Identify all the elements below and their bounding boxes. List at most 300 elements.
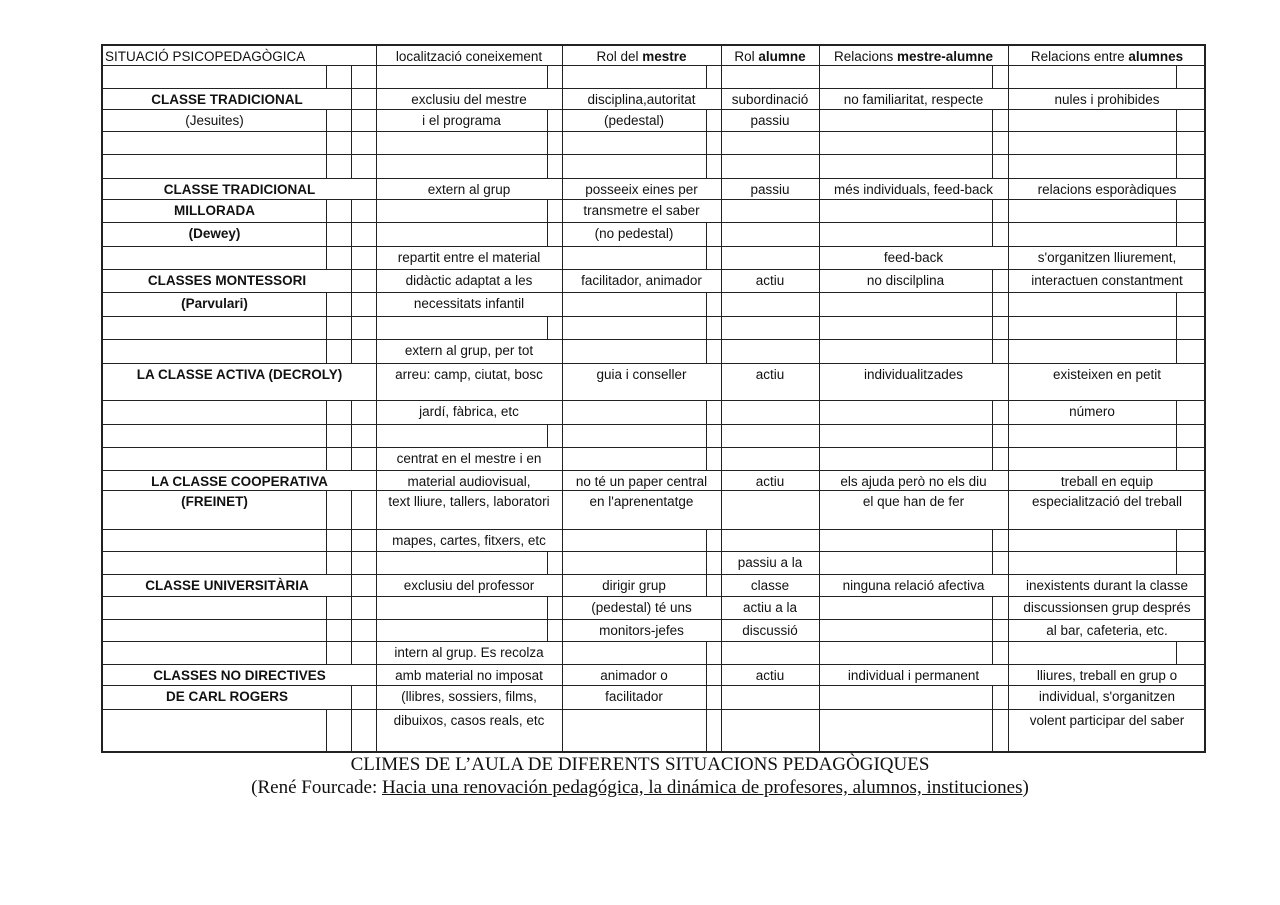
- cell-relacions-alumnes: volent participar del saber: [1029, 713, 1185, 728]
- subcolumn-divider: [1176, 448, 1177, 470]
- column-divider: [376, 642, 377, 664]
- cell-relacions-alumnes: [1008, 340, 1176, 363]
- cell-situacio: CLASSE TRADICIONAL: [163, 182, 316, 197]
- table-row: [103, 574, 1204, 596]
- column-divider: [376, 448, 377, 470]
- cell-situacio: [103, 401, 326, 424]
- cell-situacio: [103, 530, 326, 551]
- table-row: [103, 109, 1204, 131]
- column-divider: [562, 179, 563, 199]
- column-divider: [1008, 293, 1009, 316]
- subcolumn-divider: [706, 340, 707, 363]
- subcolumn-divider: [547, 155, 548, 178]
- caption-title: CLIMES DE L’AULA DE DIFERENTS SITUACIONS PEDAGÒGIQUES: [350, 754, 930, 775]
- cell-situacio: MILLORADA: [174, 203, 255, 218]
- column-divider: [819, 200, 820, 222]
- column-divider: [1008, 530, 1009, 551]
- cell-rol-alumne: [721, 448, 819, 470]
- table-row: [103, 400, 1204, 424]
- column-divider: [721, 642, 722, 664]
- table-row: [103, 339, 1204, 363]
- cell-relacions-alumnes: [1008, 155, 1176, 178]
- column-divider: [376, 425, 377, 447]
- subcolumn-divider: [1176, 155, 1177, 178]
- cell-relacions-mestre-alumne: [819, 66, 992, 88]
- cell-relacions-alumnes: [1008, 110, 1176, 131]
- subcolumn-divider: [706, 110, 707, 131]
- cell-localitzacio: (llibres, sossiers, films,: [401, 689, 537, 704]
- subcolumn-divider: [1176, 401, 1177, 424]
- table-row: [103, 685, 1204, 709]
- cell-situacio: [103, 642, 326, 664]
- header-rol-mestre: [562, 46, 721, 67]
- subcolumn-divider: [547, 552, 548, 574]
- column-divider: [819, 597, 820, 619]
- column-divider: [1008, 317, 1009, 339]
- cell-situacio: DE CARL ROGERS: [165, 689, 288, 704]
- column-divider: [376, 247, 377, 269]
- table-row: [103, 664, 1204, 685]
- cell-rol-mestre: [562, 155, 706, 178]
- cell-rol-mestre: facilitador, animador: [581, 273, 702, 288]
- column-divider: [376, 223, 377, 246]
- subcolumn-divider: [706, 132, 707, 154]
- cell-rol-mestre: [562, 401, 706, 424]
- cell-relacions-mestre-alumne: els ajuda però no els diu: [840, 474, 987, 489]
- column-divider: [562, 247, 563, 269]
- column-divider: [376, 89, 377, 109]
- table-row: [103, 529, 1204, 551]
- cell-rol-alumne: actiu a la: [742, 600, 798, 615]
- cell-rol-mestre: [562, 425, 706, 447]
- subcolumn-divider: [326, 317, 327, 339]
- column-divider: [819, 89, 820, 109]
- subcolumn-divider: [326, 223, 327, 246]
- column-divider: [1008, 89, 1009, 109]
- cell-rol-mestre: [562, 247, 706, 269]
- column-divider: [819, 179, 820, 199]
- subcolumn-divider: [351, 552, 352, 574]
- column-divider: [819, 425, 820, 447]
- column-divider: [1008, 200, 1009, 222]
- column-divider: [721, 364, 722, 400]
- subcolumn-divider: [351, 642, 352, 664]
- cell-rol-mestre: (pedestal): [603, 113, 665, 128]
- cell-relacions-mestre-alumne: feed-back: [883, 250, 944, 265]
- cell-situacio: [103, 155, 326, 178]
- cell-relacions-mestre-alumne: [819, 223, 992, 246]
- cell-rol-mestre: [562, 552, 706, 574]
- column-divider: [376, 179, 377, 199]
- cell-localitzacio: extern al grup: [427, 182, 511, 197]
- cell-rol-mestre: posseeix eines per: [585, 182, 698, 197]
- subcolumn-divider: [1176, 66, 1177, 88]
- subcolumn-divider: [326, 491, 327, 529]
- cell-rol-mestre: [562, 66, 706, 88]
- cell-relacions-alumnes: s'organitzen lliurement,: [1037, 250, 1177, 265]
- cell-rol-mestre: en l'aprenentatge: [589, 494, 694, 509]
- cell-situacio: [103, 425, 326, 447]
- subcolumn-divider: [351, 425, 352, 447]
- subcolumn-divider: [351, 270, 352, 292]
- column-divider: [1008, 179, 1009, 199]
- table-row: [103, 470, 1204, 490]
- cell-rol-mestre: no té un paper central: [575, 474, 708, 489]
- column-divider: [376, 575, 377, 596]
- column-divider: [1008, 491, 1009, 529]
- subcolumn-divider: [992, 340, 993, 363]
- subcolumn-divider: [351, 620, 352, 641]
- table-row: [103, 222, 1204, 246]
- cell-localitzacio: centrat en el mestre i en: [396, 451, 542, 466]
- column-divider: [721, 179, 722, 199]
- subcolumn-divider: [547, 110, 548, 131]
- cell-situacio: CLASSE TRADICIONAL: [151, 92, 303, 107]
- table-row: [103, 246, 1204, 269]
- cell-situacio: [103, 597, 326, 619]
- column-divider: [819, 575, 820, 596]
- cell-situacio: [103, 448, 326, 470]
- subcolumn-divider: [706, 317, 707, 339]
- subcolumn-divider: [1176, 552, 1177, 574]
- subcolumn-divider: [1176, 642, 1177, 664]
- subcolumn-divider: [326, 66, 327, 88]
- cell-relacions-alumnes: al bar, cafeteria, etc.: [1046, 623, 1168, 638]
- cell-rol-mestre: [562, 642, 706, 664]
- column-divider: [562, 448, 563, 470]
- cell-relacions-alumnes: nules i prohibides: [1054, 92, 1160, 107]
- header-rol-alumne: [721, 46, 819, 67]
- cell-situacio: (Dewey): [188, 226, 241, 241]
- subcolumn-divider: [706, 425, 707, 447]
- column-divider: [721, 270, 722, 292]
- table-row: [103, 490, 1204, 529]
- column-divider: [721, 665, 722, 685]
- subcolumn-divider: [326, 448, 327, 470]
- column-divider: [562, 89, 563, 109]
- cell-relacions-mestre-alumne: [819, 710, 992, 752]
- column-divider: [819, 448, 820, 470]
- cell-relacions-mestre-alumne: [819, 200, 992, 222]
- cell-localitzacio: didàctic adaptat a les: [405, 273, 533, 288]
- column-divider: [721, 401, 722, 424]
- column-divider: [376, 710, 377, 752]
- column-divider: [376, 665, 377, 685]
- subcolumn-divider: [1176, 530, 1177, 551]
- column-divider: [376, 132, 377, 154]
- cell-relacions-alumnes: [1008, 200, 1176, 222]
- column-divider: [721, 491, 722, 529]
- column-divider: [562, 293, 563, 316]
- subcolumn-divider: [351, 223, 352, 246]
- column-divider: [562, 155, 563, 178]
- subcolumn-divider: [351, 293, 352, 316]
- cell-localitzacio: [376, 66, 547, 88]
- cell-relacions-mestre-alumne: [819, 448, 992, 470]
- cell-situacio: CLASSES NO DIRECTIVES: [153, 668, 326, 683]
- subcolumn-divider: [351, 686, 352, 709]
- cell-rol-alumne: [721, 401, 819, 424]
- column-divider: [562, 401, 563, 424]
- column-divider: [1008, 66, 1009, 88]
- column-divider: [1008, 552, 1009, 574]
- cell-rol-alumne: actiu: [755, 273, 785, 288]
- subcolumn-divider: [992, 317, 993, 339]
- cell-rol-mestre: [562, 132, 706, 154]
- subcolumn-divider: [326, 132, 327, 154]
- cell-situacio: LA CLASSE COOPERATIVA: [151, 474, 328, 489]
- column-divider: [562, 110, 563, 131]
- cell-localitzacio: [376, 200, 547, 222]
- column-divider: [819, 620, 820, 641]
- subcolumn-divider: [547, 66, 548, 88]
- caption-prefix: (René Fourcade:: [251, 777, 382, 798]
- subcolumn-divider: [351, 575, 352, 596]
- cell-relacions-mestre-alumne: no discilplina: [866, 273, 945, 288]
- cell-rol-alumne: [721, 710, 819, 752]
- column-divider: [1008, 575, 1009, 596]
- column-divider: [721, 530, 722, 551]
- subcolumn-divider: [1176, 132, 1177, 154]
- column-divider: [562, 575, 563, 596]
- column-divider: [562, 491, 563, 529]
- cell-relacions-alumnes: [1008, 642, 1176, 664]
- table-row: [103, 424, 1204, 447]
- column-divider: [1008, 620, 1009, 641]
- cell-relacions-mestre-alumne: [819, 597, 992, 619]
- column-divider: [376, 491, 377, 529]
- column-divider: [721, 66, 722, 88]
- column-divider: [562, 317, 563, 339]
- column-divider: [819, 66, 820, 88]
- column-divider: [721, 597, 722, 619]
- cell-rol-alumne: [721, 530, 819, 551]
- subcolumn-divider: [351, 66, 352, 88]
- cell-relacions-mestre-alumne: [819, 293, 992, 316]
- subcolumn-divider: [992, 270, 993, 292]
- cell-localitzacio: repartit entre el material: [397, 250, 541, 265]
- column-divider: [721, 552, 722, 574]
- cell-rol-alumne: classe: [750, 578, 790, 593]
- subcolumn-divider: [1176, 110, 1177, 131]
- column-divider: [562, 642, 563, 664]
- column-divider: [819, 110, 820, 131]
- cell-relacions-alumnes: inexistents durant la classe: [1025, 578, 1189, 593]
- cell-relacions-alumnes: individual, s'organitzen: [1038, 689, 1176, 704]
- subcolumn-divider: [351, 200, 352, 222]
- column-divider: [1008, 686, 1009, 709]
- column-divider: [562, 552, 563, 574]
- cell-relacions-mestre-alumne: [819, 401, 992, 424]
- cell-relacions-mestre-alumne: més individuals, feed-back: [833, 182, 994, 197]
- cell-relacions-mestre-alumne: [819, 552, 992, 574]
- subcolumn-divider: [706, 155, 707, 178]
- column-divider: [562, 270, 563, 292]
- subcolumn-divider: [547, 132, 548, 154]
- subcolumn-divider: [1176, 425, 1177, 447]
- column-divider: [1008, 132, 1009, 154]
- subcolumn-divider: [992, 642, 993, 664]
- cell-relacions-alumnes: interactuen constantment: [1031, 273, 1183, 288]
- cell-situacio: (Jesuites): [185, 113, 244, 128]
- cell-situacio: [103, 66, 326, 88]
- column-divider: [819, 491, 820, 529]
- cell-situacio: [103, 710, 326, 752]
- column-divider: [819, 155, 820, 178]
- caption-book-title: Hacia una renovación pedagógica, la dinámica de profesores, alumnos, instituciones: [382, 777, 1023, 798]
- cell-rol-mestre: animador o: [600, 668, 668, 683]
- cell-rol-alumne: [721, 317, 819, 339]
- column-divider: [721, 293, 722, 316]
- subcolumn-divider: [992, 552, 993, 574]
- cell-rol-alumne: [721, 340, 819, 363]
- cell-relacions-alumnes: [1008, 132, 1176, 154]
- subcolumn-divider: [992, 530, 993, 551]
- subcolumn-divider: [992, 110, 993, 131]
- subcolumn-divider: [326, 710, 327, 752]
- cell-situacio: [103, 247, 326, 269]
- column-divider: [1008, 448, 1009, 470]
- subcolumn-divider: [992, 293, 993, 316]
- column-divider: [562, 665, 563, 685]
- cell-localitzacio: [376, 155, 547, 178]
- column-divider: [376, 471, 377, 490]
- cell-rol-alumne: passiu: [750, 182, 790, 197]
- table-header-row: [103, 46, 1204, 67]
- cell-rol-mestre: (no pedestal): [594, 226, 674, 241]
- cell-localitzacio: mapes, cartes, fitxers, etc: [392, 533, 546, 548]
- column-divider: [721, 110, 722, 131]
- subcolumn-divider: [326, 155, 327, 178]
- subcolumn-divider: [326, 642, 327, 664]
- subcolumn-divider: [351, 317, 352, 339]
- table-row: [103, 131, 1204, 154]
- column-divider: [562, 686, 563, 709]
- cell-localitzacio: [376, 425, 547, 447]
- cell-rol-mestre: [562, 530, 706, 551]
- subcolumn-divider: [1176, 340, 1177, 363]
- subcolumn-divider: [706, 686, 707, 709]
- column-divider: [721, 317, 722, 339]
- table-row: [103, 269, 1204, 292]
- column-divider: [819, 471, 820, 490]
- cell-situacio: [103, 132, 326, 154]
- cell-rol-mestre: [562, 448, 706, 470]
- subcolumn-divider: [706, 66, 707, 88]
- subcolumn-divider: [351, 155, 352, 178]
- column-divider: [1008, 223, 1009, 246]
- column-divider: [562, 364, 563, 400]
- subcolumn-divider: [351, 89, 352, 109]
- column-divider: [819, 247, 820, 269]
- column-divider: [721, 132, 722, 154]
- cell-relacions-mestre-alumne: individual i permanent: [847, 668, 980, 683]
- subcolumn-divider: [351, 710, 352, 752]
- subcolumn-divider: [706, 552, 707, 574]
- cell-relacions-mestre-alumne: [819, 317, 992, 339]
- subcolumn-divider: [326, 552, 327, 574]
- column-divider: [376, 110, 377, 131]
- subcolumn-divider: [547, 317, 548, 339]
- cell-relacions-alumnes: relacions esporàdiques: [1037, 182, 1177, 197]
- subcolumn-divider: [706, 293, 707, 316]
- cell-rol-mestre: [562, 340, 706, 363]
- cell-relacions-mestre-alumne: [819, 110, 992, 131]
- subcolumn-divider: [326, 340, 327, 363]
- caption-source: [0, 776, 1280, 799]
- column-divider: [562, 200, 563, 222]
- column-divider: [1008, 425, 1009, 447]
- column-divider: [376, 597, 377, 619]
- cell-rol-mestre: transmetre el saber: [583, 203, 700, 218]
- cell-localitzacio: [376, 317, 547, 339]
- cell-localitzacio: dibuixos, casos reals, etc: [393, 713, 545, 728]
- table-row: [103, 596, 1204, 619]
- subcolumn-divider: [547, 620, 548, 641]
- cell-relacions-mestre-alumne: [819, 425, 992, 447]
- column-divider: [721, 155, 722, 178]
- table-row: [103, 641, 1204, 664]
- column-divider: [562, 132, 563, 154]
- column-divider: [1008, 642, 1009, 664]
- cell-situacio: [103, 317, 326, 339]
- cell-localitzacio: [376, 223, 547, 246]
- cell-rol-mestre: facilitador: [605, 689, 663, 704]
- cell-rol-alumne: subordinació: [731, 92, 809, 107]
- cell-rol-alumne: [721, 686, 819, 709]
- column-divider: [1008, 364, 1009, 400]
- column-divider: [562, 66, 563, 88]
- cell-relacions-alumnes: número: [1069, 404, 1115, 419]
- header-text: Relacions entre: [1030, 49, 1129, 64]
- header-text: Rol: [734, 49, 759, 64]
- cell-localitzacio: [376, 597, 547, 619]
- subcolumn-divider: [992, 710, 993, 752]
- subcolumn-divider: [706, 530, 707, 551]
- column-divider: [562, 471, 563, 490]
- cell-localitzacio: amb material no imposat: [395, 668, 543, 683]
- subcolumn-divider: [326, 425, 327, 447]
- subcolumn-divider: [992, 425, 993, 447]
- header-relacions-alumnes: [1008, 46, 1206, 67]
- subcolumn-divider: [547, 597, 548, 619]
- table-row: [103, 65, 1204, 88]
- column-divider: [376, 200, 377, 222]
- cell-rol-alumne: passiu: [750, 113, 790, 128]
- cell-rol-alumne: [721, 293, 819, 316]
- table-row: [103, 709, 1204, 752]
- table-row: [103, 292, 1204, 316]
- subcolumn-divider: [326, 597, 327, 619]
- header-text-bold: alumne: [758, 49, 806, 64]
- subcolumn-divider: [547, 425, 548, 447]
- cell-relacions-mestre-alumne: [819, 340, 992, 363]
- cell-rol-alumne: [721, 425, 819, 447]
- subcolumn-divider: [992, 686, 993, 709]
- subcolumn-divider: [706, 575, 707, 596]
- column-divider: [562, 530, 563, 551]
- table-row: [103, 316, 1204, 339]
- column-divider: [376, 270, 377, 292]
- header-text-bold: mestre-alumne: [896, 49, 994, 64]
- cell-relacions-alumnes: [1008, 317, 1176, 339]
- column-divider: [376, 155, 377, 178]
- column-divider: [1008, 597, 1009, 619]
- subcolumn-divider: [351, 491, 352, 529]
- column-divider: [376, 293, 377, 316]
- cell-rol-alumne: [721, 66, 819, 88]
- cell-relacions-mestre-alumne: [819, 530, 992, 551]
